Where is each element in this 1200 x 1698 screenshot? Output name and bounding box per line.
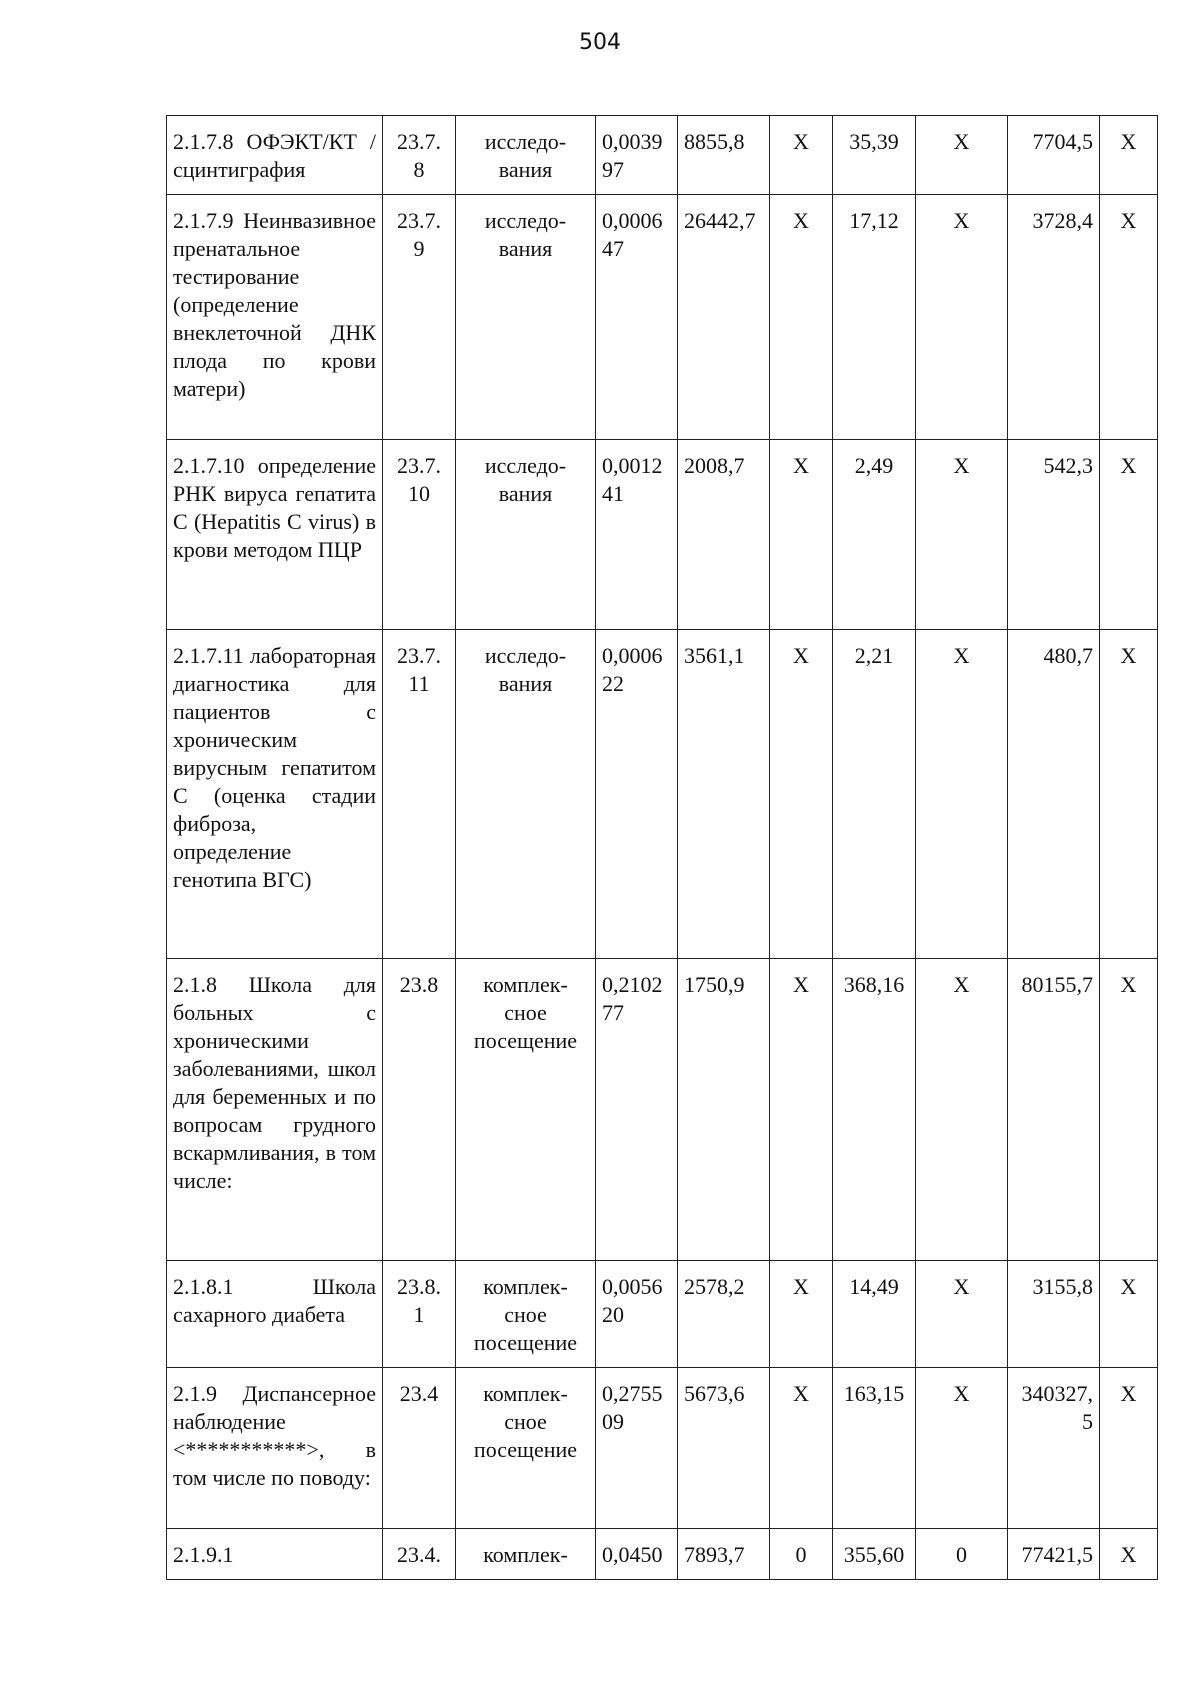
row-col-x1: Х bbox=[770, 1261, 833, 1368]
tariff-table bbox=[166, 115, 1158, 1580]
row-name: 2.1.8.1 Школа сахарного диабета bbox=[167, 1261, 383, 1368]
row-col-total: 542,3 bbox=[1008, 440, 1100, 630]
row-col-x2: Х bbox=[916, 1368, 1008, 1529]
row-cost: 8855,8 bbox=[678, 116, 770, 195]
row-col-x3: Х bbox=[1100, 440, 1158, 630]
row-cost: 26442,7 bbox=[678, 195, 770, 440]
row-code: 23.4. bbox=[383, 1529, 456, 1580]
row-col-total: 80155,7 bbox=[1008, 959, 1100, 1261]
row-col-x2: Х bbox=[916, 440, 1008, 630]
table-row bbox=[167, 1368, 1158, 1529]
row-cost: 2578,2 bbox=[678, 1261, 770, 1368]
table-row bbox=[167, 1261, 1158, 1368]
row-norm: 0,0056 20 bbox=[596, 1261, 678, 1368]
row-code: 23.7. 10 bbox=[383, 440, 456, 630]
row-norm: 0,0006 22 bbox=[596, 630, 678, 959]
row-col-x2: Х bbox=[916, 959, 1008, 1261]
row-code: 23.4 bbox=[383, 1368, 456, 1529]
row-col-volume: 368,16 bbox=[833, 959, 916, 1261]
table-row bbox=[167, 1529, 1158, 1580]
row-norm: 0,0450 bbox=[596, 1529, 678, 1580]
row-name: 2.1.8 Школа для больных с хроническими заболеваниями, школ для беременных и по вопросам грудного вскармливания, в том числе: bbox=[167, 959, 383, 1261]
row-col-volume: 355,60 bbox=[833, 1529, 916, 1580]
row-col-x3: Х bbox=[1100, 116, 1158, 195]
row-unit: комплек-сное посещение bbox=[456, 1368, 596, 1529]
row-unit: исследо-вания bbox=[456, 116, 596, 195]
row-col-x1: Х bbox=[770, 440, 833, 630]
row-norm: 0,0006 47 bbox=[596, 195, 678, 440]
row-col-volume: 2,21 bbox=[833, 630, 916, 959]
row-col-x1: Х bbox=[770, 116, 833, 195]
row-col-total: 480,7 bbox=[1008, 630, 1100, 959]
row-col-x1: Х bbox=[770, 1368, 833, 1529]
row-col-x1: Х bbox=[770, 959, 833, 1261]
row-unit: комплек-сное посещение bbox=[456, 1261, 596, 1368]
row-col-volume: 14,49 bbox=[833, 1261, 916, 1368]
row-col-x1: Х bbox=[770, 195, 833, 440]
row-col-x2: 0 bbox=[916, 1529, 1008, 1580]
row-cost: 1750,9 bbox=[678, 959, 770, 1261]
row-col-total: 77421,5 bbox=[1008, 1529, 1100, 1580]
row-col-total: 3728,4 bbox=[1008, 195, 1100, 440]
row-col-total: 340327, 5 bbox=[1008, 1368, 1100, 1529]
row-col-x3: Х bbox=[1100, 630, 1158, 959]
row-code: 23.7. 11 bbox=[383, 630, 456, 959]
row-code: 23.8. 1 bbox=[383, 1261, 456, 1368]
row-norm: 0,2102 77 bbox=[596, 959, 678, 1261]
row-name: 2.1.9 Диспансерное наблюдение <***********>, в том числе по поводу: bbox=[167, 1368, 383, 1529]
row-name: 2.1.7.11 лабораторная диагностика для пациентов с хроническим вирусным гепатитом С (оценка стадии фиброза, определение генотипа ВГС) bbox=[167, 630, 383, 959]
row-name: 2.1.9.1 bbox=[167, 1529, 383, 1580]
table-row bbox=[167, 116, 1158, 195]
row-col-volume: 35,39 bbox=[833, 116, 916, 195]
row-col-volume: 163,15 bbox=[833, 1368, 916, 1529]
row-col-total: 3155,8 bbox=[1008, 1261, 1100, 1368]
row-col-volume: 2,49 bbox=[833, 440, 916, 630]
table-row bbox=[167, 630, 1158, 959]
page-number: 504 bbox=[579, 30, 621, 55]
row-col-volume: 17,12 bbox=[833, 195, 916, 440]
row-code: 23.8 bbox=[383, 959, 456, 1261]
row-name: 2.1.7.9 Неинвазивное пренатальное тестирование (определение внеклеточной ДНК плода по крови матери) bbox=[167, 195, 383, 440]
row-unit: исследо-вания bbox=[456, 630, 596, 959]
row-unit: комплек-сное посещение bbox=[456, 959, 596, 1261]
row-unit: исследо-вания bbox=[456, 195, 596, 440]
row-col-x3: Х bbox=[1100, 1368, 1158, 1529]
row-cost: 5673,6 bbox=[678, 1368, 770, 1529]
row-norm: 0,0012 41 bbox=[596, 440, 678, 630]
row-cost: 2008,7 bbox=[678, 440, 770, 630]
row-col-x1: Х bbox=[770, 630, 833, 959]
table-row bbox=[167, 440, 1158, 630]
row-code: 23.7. 9 bbox=[383, 195, 456, 440]
row-col-x2: Х bbox=[916, 630, 1008, 959]
row-name: 2.1.7.10 определение РНК вируса гепатита C (Hepatitis C virus) в крови методом ПЦР bbox=[167, 440, 383, 630]
row-col-x2: Х bbox=[916, 116, 1008, 195]
row-norm: 0,0039 97 bbox=[596, 116, 678, 195]
table-row bbox=[167, 959, 1158, 1261]
row-col-total: 7704,5 bbox=[1008, 116, 1100, 195]
row-cost: 7893,7 bbox=[678, 1529, 770, 1580]
row-unit: исследо-вания bbox=[456, 440, 596, 630]
row-cost: 3561,1 bbox=[678, 630, 770, 959]
row-code: 23.7. 8 bbox=[383, 116, 456, 195]
row-norm: 0,2755 09 bbox=[596, 1368, 678, 1529]
row-name: 2.1.7.8 ОФЭКТ/КТ /сцинтиграфия bbox=[167, 116, 383, 195]
table-row bbox=[167, 195, 1158, 440]
row-col-x3: Х bbox=[1100, 1529, 1158, 1580]
row-col-x3: Х bbox=[1100, 195, 1158, 440]
row-unit: комплек- bbox=[456, 1529, 596, 1580]
row-col-x1: 0 bbox=[770, 1529, 833, 1580]
row-col-x2: Х bbox=[916, 1261, 1008, 1368]
row-col-x3: Х bbox=[1100, 959, 1158, 1261]
row-col-x2: Х bbox=[916, 195, 1008, 440]
row-col-x3: Х bbox=[1100, 1261, 1158, 1368]
